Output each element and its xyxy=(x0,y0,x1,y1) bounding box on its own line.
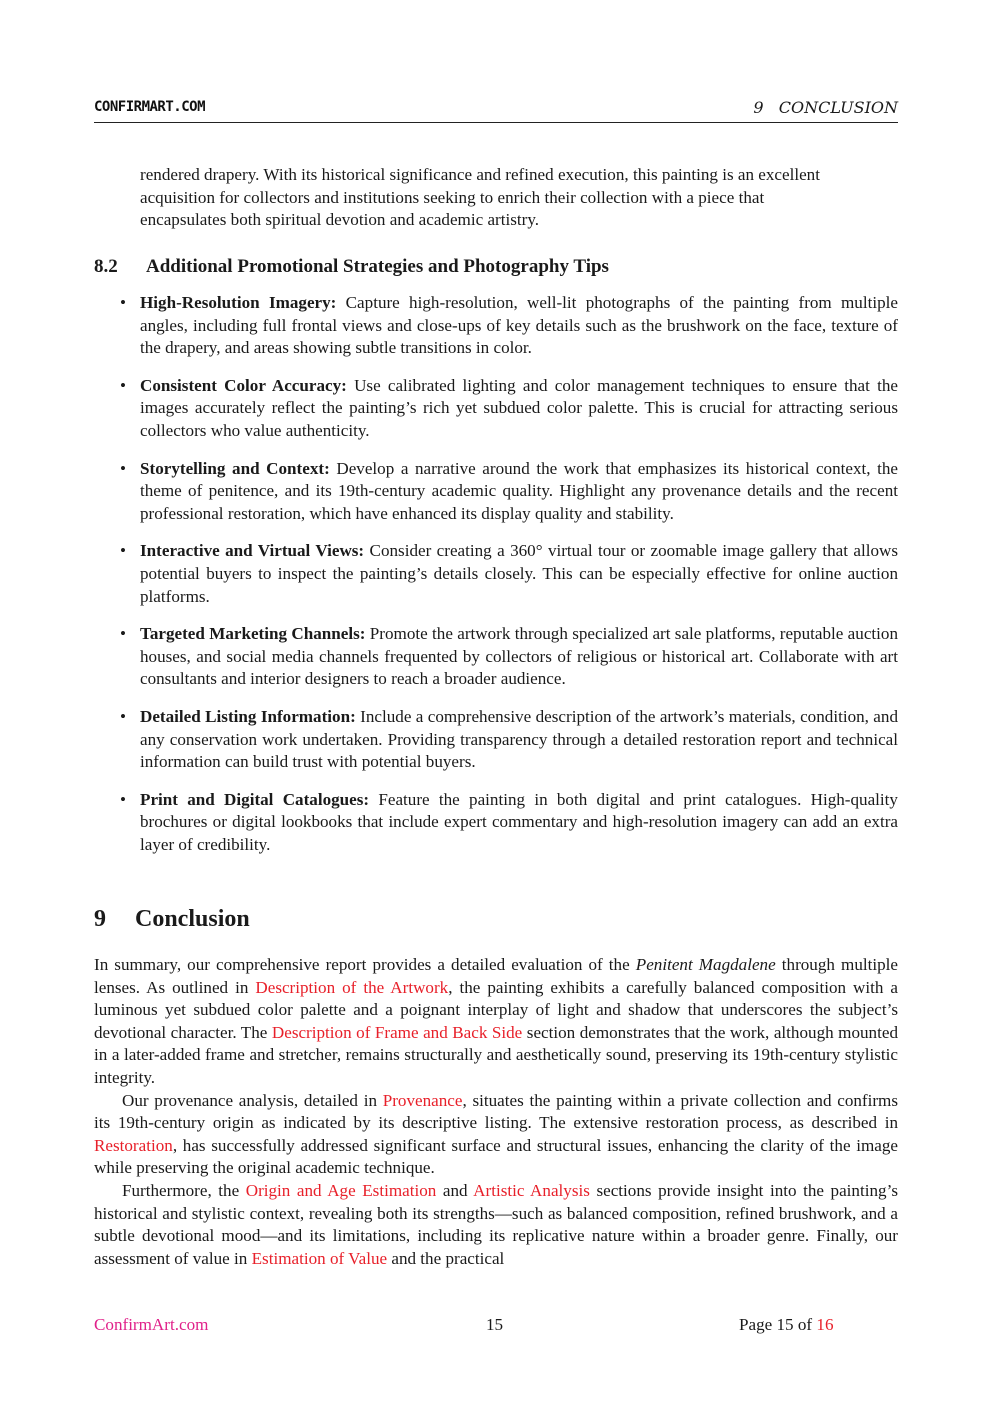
page-footer xyxy=(94,1315,898,1339)
strategy-list xyxy=(94,292,898,871)
link-artistic-analysis[interactable]: Artistic Analysis xyxy=(473,1180,590,1200)
list-item-text: Use calibrated lighting and color management techniques to ensure that the images accurately reflect the painting’s rich yet subdued color palette. This is crucial for attracting serious collectors who value authenticity. xyxy=(140,375,898,440)
list-item-term: Targeted Marketing Channels: xyxy=(140,624,366,644)
bullet-icon: • xyxy=(120,789,126,809)
footer-page-number: 15 xyxy=(486,1315,504,1334)
text-run: , situates the painting within a private collection and confirms its 19th-century origin as indicated by its descriptive listing. The extensive restoration process, as described in xyxy=(94,1090,898,1133)
text-run: Furthermore, the xyxy=(122,1180,246,1200)
running-header xyxy=(94,98,898,123)
page-count-prefix: Page 15 of xyxy=(739,1315,817,1334)
subsection-title: Additional Promotional Strategies and Photography Tips xyxy=(146,256,609,277)
list-item xyxy=(94,458,898,526)
intro-paragraph: rendered drapery. With its historical significance and refined execution, this painting is an excellent acquisition for collectors and institutions seeking to enrich their collection with a piece that encapsulates both spiritual devotion and academic artistry. xyxy=(140,165,820,230)
bullet-icon: • xyxy=(120,293,126,312)
link-provenance[interactable]: Provenance xyxy=(382,1090,463,1110)
text-run: section demonstrates that the work, although mounted in a later-added frame and stretcher, remains structurally and aesthetically sound, preserving its 19th-century stylistic integrity. xyxy=(94,1022,898,1087)
link-estimation-of-value[interactable]: Estimation of Value xyxy=(251,1248,388,1268)
section-number: 9 xyxy=(94,906,106,932)
text-run: In summary, our comprehensive report provides a detailed evaluation of the xyxy=(94,955,636,974)
list-item xyxy=(94,292,898,360)
list-item xyxy=(94,789,898,857)
conclusion-paragraph xyxy=(94,954,898,1090)
list-item xyxy=(94,623,898,691)
section-title: Conclusion xyxy=(135,906,250,932)
text-run: , the painting exhibits a carefully balanced composition with a luminous yet subdued color palette and a poignant interplay of light and shadow that underscores the subject’s devotional character. The xyxy=(94,977,899,1042)
link-origin-age[interactable]: Origin and Age Estimation xyxy=(245,1180,437,1200)
artwork-title: Penitent Magdalene xyxy=(635,955,776,974)
list-item-text: Promote the artwork through specialized art sale platforms, reputable auction houses, and social media channels frequented by collectors of religious or historical art. Collaborate with art consultants and interior designers to reach a broader audience. xyxy=(140,624,898,689)
subsection-heading xyxy=(94,256,609,278)
list-item-text: Feature the painting in both digital and print catalogues. High-quality brochures or digital lookbooks that include expert commentary and high-resolution imagery can add an extra layer of credibility. xyxy=(140,789,898,854)
bullet-icon: • xyxy=(120,706,126,726)
text-run: through multiple lenses. As outlined in xyxy=(94,955,898,997)
header-section-label: 9 CONCLUSION xyxy=(753,98,898,117)
link-restoration[interactable]: Restoration xyxy=(94,1135,173,1155)
list-item-text: Capture high-resolution, well-lit photographs of the painting from multiple angles, including full frontal views and close-ups of key details such as the brushwork on the face, texture of the drapery, and areas showing subtle transitions in color. xyxy=(140,293,898,358)
list-item-term: Print and Digital Catalogues: xyxy=(140,789,370,809)
page-total-link[interactable]: 16 xyxy=(816,1315,834,1334)
bullet-icon: • xyxy=(120,458,126,478)
section-heading xyxy=(94,906,250,933)
list-item-term: Detailed Listing Information: xyxy=(140,706,356,726)
list-item-term: Storytelling and Context: xyxy=(140,458,330,478)
conclusion-body xyxy=(94,954,898,1270)
list-item-term: Interactive and Virtual Views: xyxy=(140,541,365,561)
text-run: , has successfully addressed significant surface and structural issues, enhancing the clarity of the image while preserving the original academic technique. xyxy=(94,1135,898,1178)
conclusion-paragraph xyxy=(94,1180,898,1270)
list-item-term: High-Resolution Imagery: xyxy=(140,293,337,312)
footer-page-count xyxy=(739,1315,833,1335)
text-run: and xyxy=(436,1180,474,1200)
list-item xyxy=(94,375,898,443)
text-run: Our provenance analysis, detailed in xyxy=(122,1090,383,1110)
site-logo: CONFIRMART.COM xyxy=(94,99,206,115)
list-item-text: Consider creating a 360° virtual tour or zoomable image gallery that allows potential buyers to inspect the painting’s details closely. This can be especially effective for online auction platforms. xyxy=(140,541,899,606)
list-item xyxy=(94,706,898,774)
text-run: sections provide insight into the painting’s historical and stylistic context, revealing both its strengths—such as balanced composition, refined brushwork, and a subtle devotional mood—and its limitations, including its replicative nature within a broader genre. Finally, our assessment of value in xyxy=(94,1180,898,1268)
conclusion-paragraph xyxy=(94,1090,898,1180)
list-item-text: Include a comprehensive description of the artwork’s materials, condition, and any conservation work undertaken. Providing transparency through a detailed restoration report and technical information can build trust with potential buyers. xyxy=(140,706,898,772)
link-description-of-frame[interactable]: Description of Frame and Back Side xyxy=(271,1022,523,1042)
bullet-icon: • xyxy=(120,541,126,561)
subsection-number: 8.2 xyxy=(94,256,118,277)
list-item-term: Consistent Color Accuracy: xyxy=(140,375,347,395)
list-item xyxy=(94,540,898,608)
list-item-text: Develop a narrative around the work that emphasizes its historical context, the theme of penitence, and its 19th-century academic quality. Highlight any provenance details and the recent professional restoration, which have enhanced its display quality and stability. xyxy=(140,458,898,523)
text-run: and the practical xyxy=(387,1248,505,1268)
bullet-icon: • xyxy=(120,624,126,644)
footer-site-link[interactable]: ConfirmArt.com xyxy=(94,1315,209,1334)
bullet-icon: • xyxy=(120,375,126,395)
link-description-of-artwork[interactable]: Description of the Artwork xyxy=(255,977,449,997)
